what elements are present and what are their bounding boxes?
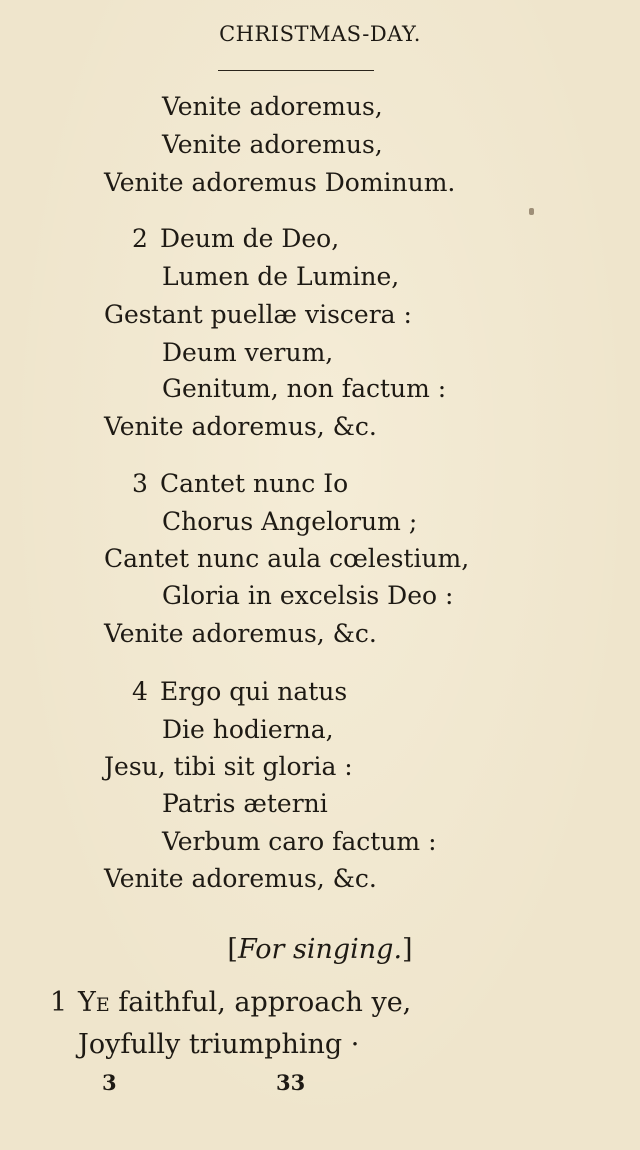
- stanza3-line1: [132, 469, 348, 499]
- verse-number: 4: [132, 677, 148, 706]
- stanza4-line1-text: Ergo qui natus: [160, 677, 348, 706]
- verse-number: 3: [132, 469, 148, 498]
- section-heading: [0, 934, 640, 965]
- stanza2-line3: Gestant puellæ viscera :: [104, 300, 412, 329]
- stanza4-line3: Jesu, tibi sit gloria :: [104, 752, 353, 781]
- stanza2-line5: Genitum, non factum :: [162, 374, 447, 403]
- stanza2-line1-text: Deum de Deo,: [160, 224, 340, 253]
- stanza1-line1: Venite adoremus,: [162, 92, 383, 121]
- running-header: CHRISTMAS-DAY.: [219, 22, 421, 46]
- stanza3-line5: Venite adoremus, &c.: [104, 619, 377, 648]
- stanza4-line4: Patris æterni: [162, 789, 328, 818]
- stanza4-line5: Verbum caro factum :: [162, 827, 437, 856]
- page-number: 33: [276, 1070, 306, 1095]
- stanza3-line4: Gloria in excelsis Deo :: [162, 581, 454, 610]
- stanza4-line2: Die hodierna,: [162, 715, 334, 744]
- stanza3-line3: Cantet nunc aula cœlestium,: [104, 544, 470, 573]
- stanza1-line2: Venite adoremus,: [162, 130, 383, 159]
- stanza2-line6: Venite adoremus, &c.: [104, 412, 377, 441]
- header-rule: [218, 70, 374, 71]
- section-heading-label: For singing.: [237, 934, 403, 965]
- open-bracket: [: [227, 934, 238, 965]
- english-line1-text: faithful, approach ye,: [109, 987, 412, 1018]
- stanza2-line2: Lumen de Lumine,: [162, 262, 400, 291]
- stanza2-line4: Deum verum,: [162, 338, 334, 367]
- signature-mark: 3: [102, 1070, 117, 1095]
- paper-speck: [529, 208, 534, 215]
- english-line1-initial: Ye: [78, 987, 110, 1018]
- close-bracket: ]: [402, 934, 413, 965]
- english-line2: Joyfully triumphing ·: [78, 1029, 360, 1060]
- stanza3-line2: Chorus Angelorum ;: [162, 507, 418, 536]
- stanza1-line3: Venite adoremus Dominum.: [104, 168, 456, 197]
- stanza3-line1-text: Cantet nunc Io: [160, 469, 349, 498]
- stanza2-line1: [132, 224, 339, 254]
- stanza4-line1: [132, 677, 347, 707]
- stanza4-line6: Venite adoremus, &c.: [104, 864, 377, 893]
- verse-number: 2: [132, 224, 148, 253]
- english-line1: [50, 988, 411, 1018]
- verse-number: 1: [50, 987, 68, 1018]
